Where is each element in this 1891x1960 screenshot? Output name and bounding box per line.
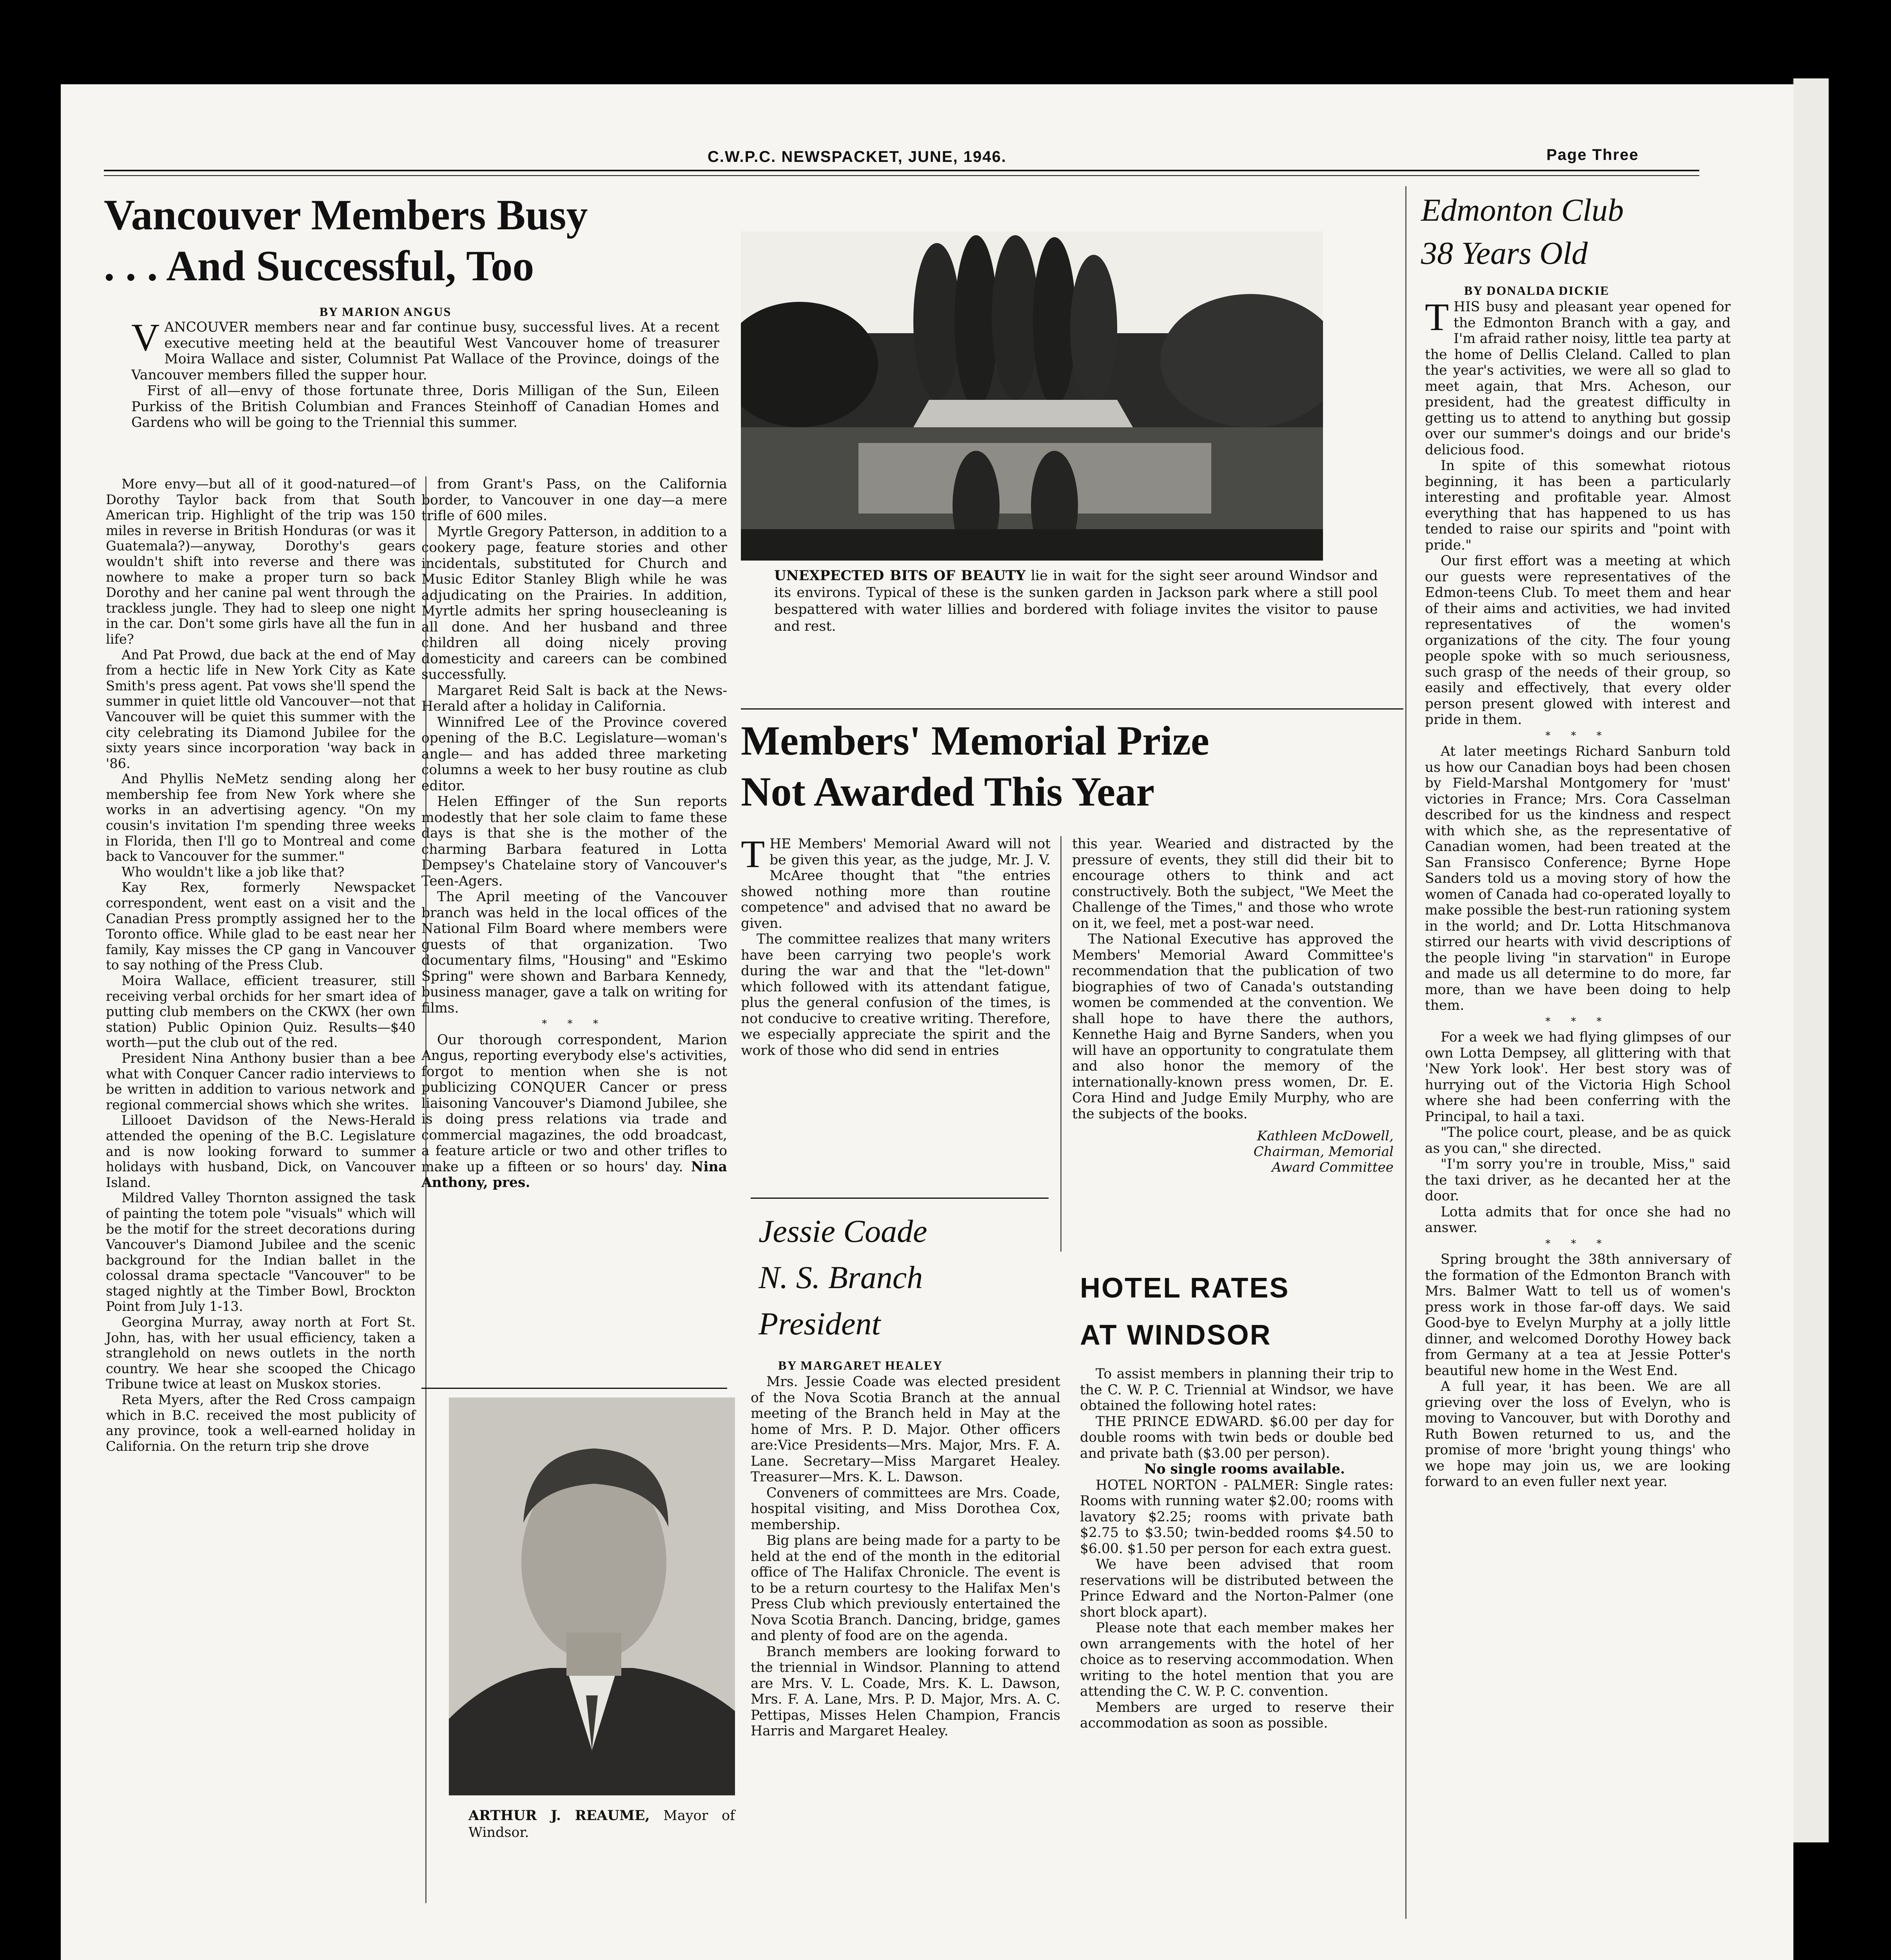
vancouver-end-rule	[421, 1388, 727, 1389]
jessie-p2: Conveners of committees are Mrs. Coade, hospital visiting, and Miss Dorothea Cox, membership.	[751, 1485, 1060, 1533]
memorial-b-p2: The National Executive has approved the Members' Memorial Award Committee's recommendation that the publication of two biographies of two of Canada's outstanding women be commended at the convention. We shall hope to have there the authors, Kennethe Haig and Byrne Sanders, when you will have an opportunity to congratulate them and also honor the memory of the internationally-known press women, Dr. E. Cora Hind and Judge Emily Murphy, who are the subjects of the books.	[1072, 931, 1394, 1122]
edmonton-p2: In spite of this somewhat riotous beginning, it has been a particularly interesting and profitable year. Almost everything that has happened to us has tended to raise our spirits and "point with pride."	[1425, 458, 1731, 553]
vancouver-byline: BY MARION ANGUS	[319, 305, 452, 319]
edmonton-stars-1: * * *	[1545, 730, 1610, 742]
memorial-sig-name: Kathleen McDowell,	[1257, 1128, 1394, 1144]
vancouver-a-p11: Reta Myers, after the Red Cross campaign which in B.C. received the most publicity of any province, took a well-earned holiday in California. On the return trip she drove	[106, 1392, 416, 1454]
vancouver-intro-p1: ANCOUVER members near and far continue busy, successful lives. At a recent executive meeting held at the beautiful West Vancouver home of treasurer Moira Wallace and sister, Columnist Pat Wallace of the Province, doings of the Vancouver members filled the supper hour.	[131, 319, 719, 383]
hotel-p3: We have been advised that room reservations will be distributed between the Prince Edward and the Norton-Palmer (one short block apart).	[1080, 1557, 1394, 1620]
garden-caption	[774, 567, 1378, 635]
memorial-b-p1: this year. Wearied and distracted by the pressure of events, they still did their bit to encourage others to think and act constructively. Both the subject, "We Meet the Challenge of the Times," and those who wrote on it, we feel, met a post-war need.	[1072, 836, 1394, 931]
memorial-sig-role: Chairman, Memorial	[1253, 1144, 1394, 1160]
hotel-p2: THE PRINCE EDWARD. $6.00 per day for double rooms with twin beds or double bed and private bath ($3.00 per person).	[1080, 1414, 1394, 1461]
garden-caption-lead: UNEXPECTED BITS OF BEAUTY	[774, 568, 1026, 584]
garden-caption-text: lie in wait for the sight seer around Windsor and its environs. Typical of these is the sunken garden in Jackson park where a still pool bespattered with water lillies and bordered with foliage invites the visitor to pause and rest.	[774, 568, 1378, 634]
memorial-signature	[1072, 1128, 1394, 1175]
vancouver-intro-p2: First of all—envy of those fortunate three, Doris Milligan of the Sun, Eileen Purkiss of the British Columbian and Frances Steinhoff of Canadian Homes and Gardens who will be going to the Triennial this summer.	[131, 383, 719, 430]
edmonton-stars-2: * * *	[1545, 1015, 1610, 1027]
vancouver-a-p9: Mildred Valley Thornton assigned the task of painting the totem pole "visuals" which will be the motif for the street decorations during Vancouver's Diamond Jubilee and the scenic background for the Indian ballet in the colossal drama spectacle "Vancouver" to be staged nightly at the Timber Bowl, Brockton Point from July 1-13.	[106, 1190, 416, 1314]
jessie-body	[751, 1374, 1060, 1739]
separator-stars: * * *	[542, 1018, 607, 1030]
vancouver-headline-2: . . . And Successful, Too	[104, 242, 534, 290]
hotel-no-single: No single rooms available.	[1144, 1461, 1345, 1477]
vancouver-intro	[131, 316, 719, 431]
vancouver-column-b	[421, 476, 727, 1191]
edmonton-p6: "The police court, please, and be as quick as you can," she directed.	[1425, 1125, 1731, 1156]
edmonton-p5: For a week we had flying glimpses of our own Lotta Dempsey, all glittering with that 'New York look'. Her best story was of hurrying out of the Victoria High School where she had been conferring with the Principal, to hail a taxi.	[1425, 1029, 1731, 1125]
hotel-body	[1080, 1366, 1394, 1731]
vancouver-b-p2: Myrtle Gregory Patterson, in addition to a cookery page, feature stories and other incidentals, substituted for Church and Music Editor Stanley Bligh while he was adjudicating on the Prairies. In addition, Myrtle admits her spring housecleaning is all done. And her husband and three children all doing nicely proving domesticity and careers can be combined successfully.	[421, 524, 727, 682]
vancouver-a-p10: Georgina Murray, away north at Fort St. John, has, with her usual efficiency, taken a stranglehold on news outlets in the north country. We hear she scooped the Chicago Tribune twice at least on Muskox stories.	[106, 1314, 416, 1392]
portrait-image	[449, 1397, 735, 1795]
newspaper-page	[61, 84, 1793, 1960]
edmonton-p4: At later meetings Richard Sanburn told us how our Canadian boys had been chosen by Field-Marshal Montgomery for 'must' victories in France; Mrs. Cora Casselman described for us the kindness and respect with which she, as the representative of Canadian women, had been treated at the San Fransisco Conference; Byrne Hope Sanders told us a moving story of how the women of Canada had co-operated loyally to make possible the best-run rationing system in the world; and Dr. Lotta Hitschmanova stirred our hearts with vivid descriptions of the people living "in starvation" in Europe and made us all determine to do more, far more, than we have been doing to help them.	[1425, 744, 1731, 1013]
hotel-p4: Please note that each member makes her own arrangements with the hotel of her choice as to reserving accommodation. When writing to the hotel mention that you are attending the C. W. P. C. convention.	[1080, 1620, 1394, 1699]
column-divider-2	[1060, 836, 1062, 1252]
vancouver-dropcap: V	[131, 316, 160, 359]
edmonton-p9: Spring brought the 38th anniversary of the formation of the Edmonton Branch with Mrs. Balmer Watt to tell us of women's press work in those far-off days. We said Good-bye to Evelyn Murphy at a jolly little dinner, and welcomed Dorothy Howey back from Germany at a tea at Jessie Potter's beautiful new home in the West End.	[1425, 1252, 1731, 1379]
memorial-sig-committee: Award Committee	[1272, 1160, 1394, 1175]
vancouver-a-p6: Moira Wallace, efficient treasurer, still receiving verbal orchids for her smart idea of putting club members on the CKWX (her own station) Public Opinion Quiz. Results—$40 worth—put the club out of the red.	[106, 973, 416, 1051]
memorial-a-p2: The committee realizes that many writers have been carrying two people's work during the war and that the "let-down" which followed with its attendant fatigue, plus the general confusion of the times, is not conducive to creative writing. Therefore, we especially appreciate the spirit and the work of those who did send in entries	[741, 931, 1051, 1058]
hotel-headline-1: HOTEL RATES	[1080, 1272, 1290, 1304]
edmonton-headline-1: Edmonton Club	[1421, 192, 1624, 228]
vancouver-a-p3: And Phyllis NeMetz sending along her membership fee from New York where she works in an advertising agency. "On my cousin's invitation I'm spending three weeks in Florida, then I'll go to Montreal and come back to Vancouver for the summer."	[106, 771, 416, 864]
vancouver-b-p3: Margaret Reid Salt is back at the News-Herald after a holiday in California.	[421, 682, 727, 714]
jessie-p4: Branch members are looking forward to the triennial in Windsor. Planning to attend are Mrs. V. L. Coade, Mrs. K. L. Dawson, Mrs. F. A. Lane, Mrs. P. D. Major, Mrs. A. C. Pettipas, Misses Helen Champion, Francis Harris and Margaret Healey.	[751, 1644, 1060, 1739]
memorial-column-a	[741, 832, 1051, 1058]
edmonton-body	[1425, 295, 1731, 1490]
garden-photo	[741, 231, 1323, 561]
vancouver-a-p1: More envy—but all of it good-natured—of Dorothy Taylor back from that South American trip. Highlight of the trip was 150 miles in reverse in British Honduras (or was it Guatemala?)—anyway, Dorothy's gears wouldn't shift into reverse and there was nowhere to make a proper turn so back Dorothy and her canine pal went through the trackless jungle. They had to sleep one night in the car. Don't some girls have all the fun in life?	[106, 476, 416, 647]
vancouver-b-closing: Our thorough correspondent, Marion Angus, reporting everybody else's activities, forgot to mention when she is not publicizing CONQUER Cancer or press liaisoning Vancouver's Diamond Jubilee, she is doing press relations via trade and commercial magazines, the odd broadcast, a feature article or two and other trifles to make up a fifteen or so hours' day.	[421, 1032, 727, 1175]
vancouver-a-p4: Who wouldn't like a job like that?	[122, 864, 345, 880]
memorial-headline-1: Members' Memorial Prize	[741, 718, 1209, 764]
vancouver-a-p8: Lillooet Davidson of the News-Herald attended the opening of the B.C. Legislature and is now looking forward to summer holidays with husband, Dick, on Vancouver Island.	[106, 1112, 416, 1190]
edmonton-dropcap: T	[1425, 295, 1449, 339]
edmonton-p10: A full year, it has been. We are all grieving over the loss of Evelyn, who is moving to Vancouver, but with Dorothy and Ruth Bowen returned to us, and the promise of more 'bright young things' who we hope may join us, we are looking forward to an even fuller next year.	[1425, 1379, 1731, 1490]
portrait-caption-name: ARTHUR J. REAUME,	[468, 1808, 650, 1824]
edmonton-p3: Our first effort was a meeting at which our guests were representatives of the Edmon-teens Club. To meet them and hear of their aims and activities, we had invited representatives of the women's organizations of the city. The four young people spoke with so much seriousness, such grasp of the needs of their group, so easily and effectively, that every older person present glowed with interest and pride in them.	[1425, 553, 1731, 728]
memorial-headline-2: Not Awarded This Year	[741, 769, 1155, 815]
edmonton-byline: BY DONALDA DICKIE	[1464, 283, 1610, 298]
vancouver-a-p5: Kay Rex, formerly Newspacket correspondent, went east on a visit and the Canadian Press promptly assigned her to the Toronto office. While glad to be east near her family, Kay misses the CP gang in Vancouver to say nothing of the Press Club.	[106, 880, 416, 973]
masthead-rule-bottom	[104, 175, 1699, 176]
jessie-headline-1: Jessie Coade	[759, 1213, 927, 1249]
edmonton-p8: Lotta admits that for once she had no answer.	[1425, 1204, 1731, 1236]
vancouver-a-p7: President Nina Anthony busier than a bee what with Conquer Cancer radio interviews to be written in addition to various network and regional commercial shows which she writes.	[106, 1050, 416, 1112]
hotel-norton: HOTEL NORTON - PALMER: Single rates: Rooms with running water $2.00; rooms with lavatory $2.25; rooms with private bath $2.75 to $3.50; twin-bedded rooms $4.50 to $6.00. $1.50 per person for each extra guest.	[1080, 1477, 1394, 1557]
edmonton-headline-2: 38 Years Old	[1421, 235, 1588, 271]
jessie-p1: Mrs. Jessie Coade was elected president of the Nova Scotia Branch at the annual meeting of the Branch held in May at the home of Mrs. P. D. Major. Other officers are:Vice Presidents—Mrs. Major, Mrs. F. A. Lane. Secretary—Miss Margaret Healey. Treasurer—Mrs. K. L. Dawson.	[751, 1374, 1060, 1485]
portrait-caption-title: Mayor of Windsor.	[468, 1808, 735, 1840]
masthead-title: C.W.P.C. NEWSPACKET, JUNE, 1946.	[708, 148, 1007, 165]
vancouver-b-p1: from Grant's Pass, on the California border, to Vancouver in one day—a mere trifle of 600 miles.	[421, 476, 727, 524]
vancouver-column-a	[106, 476, 416, 1454]
memorial-column-b	[1072, 836, 1394, 1175]
vancouver-b-p5: Helen Effinger of the Sun reports modestly that her sole claim to fame these days is that she is the mother of the charming Barbara featured in Lotta Dempsey's Chatelaine story of Vancouver's Teen-Agers.	[421, 794, 727, 889]
edmonton-stars-3: * * *	[1545, 1238, 1610, 1250]
vancouver-b-p6: The April meeting of the Vancouver branch was held in the local offices of the National Film Board where members were guests of that organization. Two documentary films, "Housing" and "Eskimo Spring" were shown and Barbara Kennedy, business manager, gave a talk on writing for films.	[421, 889, 727, 1016]
hotel-p5: Members are urged to reserve their accommodation as soon as possible.	[1080, 1699, 1394, 1731]
vancouver-b-p4: Winnifred Lee of the Province covered opening of the B.C. Legislature—woman's angle— and has added three marketing columns a week to her busy routine as club editor.	[421, 714, 727, 794]
portrait-photo	[449, 1397, 735, 1795]
vancouver-headline-1: Vancouver Members Busy	[104, 191, 588, 239]
caption-rule	[741, 708, 1403, 710]
masthead-rule-top	[104, 170, 1699, 171]
jessie-headline-3: President	[759, 1306, 881, 1341]
hotel-headline-2: AT WINDSOR	[1080, 1319, 1272, 1351]
jessie-p3: Big plans are being made for a party to be held at the end of the month in the editorial office of The Halifax Chronicle. The event is to be a return courtesy to the Halifax Men's Press Club which previously entertained the Nova Scotia Branch. Dancing, bridge, games and plenty of food are on the agenda.	[751, 1533, 1060, 1644]
memorial-end-rule	[751, 1198, 1049, 1199]
vancouver-a-p2: And Pat Prowd, due back at the end of May from a hectic life in New York City as Kate Smith's press agent. Pat vows she'll spend the summer in quiet little old Vancouver—not that Vancouver will be quiet this summer with the city celebrating its Diamond Jubilee for the sixty years since incorporation 'way back in '86.	[106, 647, 416, 771]
column-divider-3	[1405, 186, 1406, 1919]
jessie-headline-2: N. S. Branch	[759, 1259, 923, 1295]
edmonton-p1: HIS busy and pleasant year opened for the Edmonton Branch with a gay, and I'm afraid rather noisy, little tea party at the home of Dellis Cleland. Called to plan the year's activities, we were all so glad to meet again, that Mrs. Acheson, our president, had the greatest difficulty in getting us to attend to anything but gossip over our summer's doings and our bride's delicious food.	[1425, 299, 1731, 458]
edmonton-p7: "I'm sorry you're in trouble, Miss," said the taxi driver, as he decanted her at the door.	[1425, 1156, 1731, 1204]
memorial-dropcap: T	[741, 832, 765, 876]
garden-image	[741, 231, 1323, 561]
page-number: Page Three	[1546, 146, 1639, 163]
jessie-byline: BY MARGARET HEALEY	[778, 1358, 943, 1372]
memorial-a-p1: HE Members' Memorial Award will not be given this year, as the judge, Mr. J. V. McAree thought that "the entries showed nothing more than routine competence" and advised that no award be given.	[741, 836, 1051, 931]
portrait-caption	[468, 1807, 735, 1841]
hotel-p1: To assist members in planning their trip to the C. W. P. C. Triennial at Windsor, we have obtained the following hotel rates:	[1080, 1366, 1394, 1414]
vancouver-signoff: Nina Anthony, pres.	[421, 1159, 727, 1191]
page-edge	[1793, 78, 1829, 1842]
